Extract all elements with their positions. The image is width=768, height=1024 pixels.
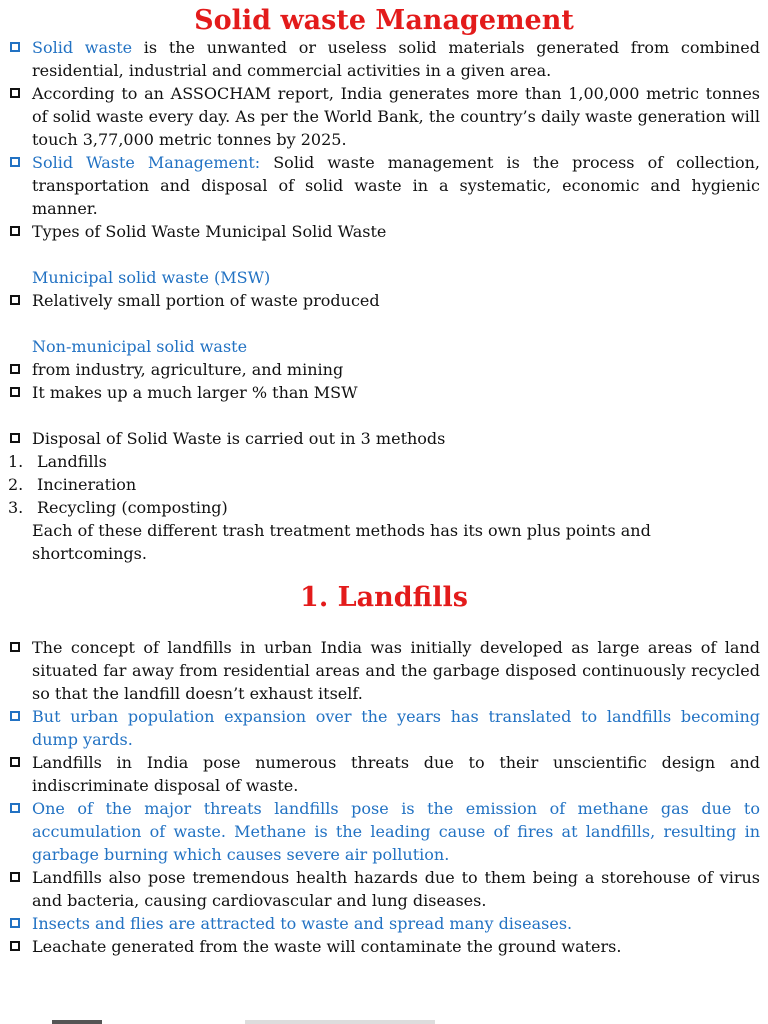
checkbox-bullet-icon <box>10 364 20 374</box>
swm-text: Solid waste management is the process of collection, transportation and disposal of solid waste in a systematic, economic and hygienic manner. <box>32 153 761 218</box>
swm-term: Solid Waste Management: <box>32 153 261 172</box>
types-text: Types of Solid Waste Municipal Solid Waste <box>32 222 387 241</box>
assocham-item <box>8 82 760 151</box>
checkbox-bullet-icon <box>10 157 20 167</box>
method-number: 3. <box>8 498 24 517</box>
disposal-item <box>8 427 760 450</box>
swm-item <box>8 151 760 220</box>
msw-point-text: Relatively small portion of waste produced <box>32 291 380 310</box>
definition-term: Solid waste <box>32 38 133 57</box>
checkbox-bullet-icon <box>10 226 20 236</box>
method-label: Recycling (composting) <box>37 498 228 517</box>
method-number: 1. <box>8 452 24 471</box>
landfill-point <box>8 751 760 797</box>
landfill-point-text: Leachate generated from the waste will contaminate the ground waters. <box>32 937 622 956</box>
landfill-point-text: But urban population expansion over the years has translated to landfills becoming dump yards. <box>32 707 760 749</box>
checkbox-bullet-icon <box>10 918 20 928</box>
checkbox-bullet-icon <box>10 711 20 721</box>
checkbox-bullet-icon <box>10 387 20 397</box>
nmsw-point-text: It makes up a much larger % than MSW <box>32 383 358 402</box>
landfill-point-text: Insects and flies are attracted to waste and spread many diseases. <box>32 914 573 933</box>
nmsw-point <box>8 381 760 404</box>
method-label: Incineration <box>37 475 137 494</box>
landfill-point <box>8 912 760 935</box>
landfill-point-text: One of the major threats landfills pose is the emission of methane gas due to accumulation of waste. Methane is the leading cause of fires at landfills, resulting in garbage burning which causes severe air pollution. <box>32 799 760 864</box>
checkbox-bullet-icon <box>10 803 20 813</box>
disposal-text: Disposal of Solid Waste is carried out in 3 methods <box>32 429 446 448</box>
method-item <box>8 496 760 519</box>
bottom-image-strip <box>52 1020 102 1024</box>
landfills-heading: 1. Landfills <box>300 582 468 613</box>
checkbox-bullet-icon <box>10 88 20 98</box>
checkbox-bullet-icon <box>10 941 20 951</box>
landfill-point <box>8 705 760 751</box>
bottom-image-strip <box>245 1020 435 1024</box>
checkbox-bullet-icon <box>10 642 20 652</box>
methods-note: Each of these different trash treatment methods has its own plus points and shortcomings. <box>32 521 651 563</box>
nmsw-heading: Non-municipal solid waste <box>32 337 248 356</box>
landfill-point-text: Landfills in India pose numerous threats due to their unscientific design and indiscriminate disposal of waste. <box>32 753 760 795</box>
landfills-section <box>8 636 760 958</box>
definition-item <box>8 36 760 82</box>
landfill-point <box>8 797 760 866</box>
msw-point <box>8 289 760 312</box>
method-item <box>8 473 760 496</box>
landfill-point <box>8 935 760 958</box>
checkbox-bullet-icon <box>10 433 20 443</box>
landfill-point-text: The concept of landfills in urban India was initially developed as large areas of land situated far away from residential areas and the garbage disposed continuously recycled so that the landfill doesn’t exhaust itself. <box>32 638 760 703</box>
method-label: Landfills <box>37 452 107 471</box>
intro-section <box>8 36 760 565</box>
landfill-point-text: Landfills also pose tremendous health hazards due to them being a storehouse of virus and bacteria, causing cardiovascular and lung diseases. <box>32 868 760 910</box>
nmsw-point-text: from industry, agriculture, and mining <box>32 360 344 379</box>
definition-text: is the unwanted or useless solid materials generated from combined residential, industrial and commercial activities in a given area. <box>32 38 761 80</box>
checkbox-bullet-icon <box>10 42 20 52</box>
checkbox-bullet-icon <box>10 295 20 305</box>
checkbox-bullet-icon <box>10 757 20 767</box>
nmsw-point <box>8 358 760 381</box>
msw-heading: Municipal solid waste (MSW) <box>32 268 271 287</box>
method-item <box>8 450 760 473</box>
assocham-text: According to an ASSOCHAM report, India generates more than 1,00,000 metric tonnes of solid waste every day. As per the World Bank, the country’s daily waste generation will touch 3,77,000 metric tonnes by 2025. <box>32 84 760 149</box>
method-number: 2. <box>8 475 24 494</box>
landfill-point <box>8 866 760 912</box>
page-title: Solid waste Management <box>194 5 574 36</box>
landfill-point <box>8 636 760 705</box>
checkbox-bullet-icon <box>10 872 20 882</box>
types-item <box>8 220 760 243</box>
